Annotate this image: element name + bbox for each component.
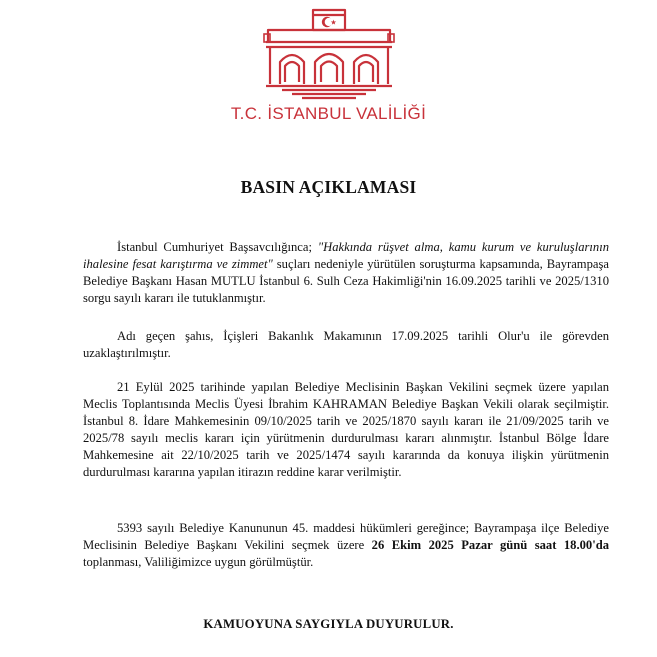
closing-statement: KAMUOYUNA SAYGIYLA DUYURULUR. <box>203 617 454 631</box>
paragraph-1 <box>83 239 609 307</box>
paragraph-4-rest: toplanması, Valiliğimizce uygun görülmüştür. <box>83 555 314 569</box>
paragraph-3: 21 Eylül 2025 tarihinde yapılan Belediye Meclisinin Başkan Vekilini seçmek üzere yapılan Meclis Toplantısında Meclis Üyesi İbrahim KAHRAMAN Belediye Başkan Vekili olarak seçilmiştir. İstanbul 8. İdare Mahkemesinin 09/10/2025 tarih ve 2025/1870 sayılı kararı ile 21/09/2025 tarih ve 2025/78 sayılı meclis kararı için yürütmenin durdurulması kararı alınmıştır. İstanbul Bölge İdare Mahkemesine ait 22/10/2025 tarih ve 2025/1474 sayılı kararında da konuya ilişkin yürütmenin durdurulması kararına yapılan itirazın reddine karar verilmiştir. <box>83 380 609 479</box>
page-title: BASIN AÇIKLAMASI <box>240 177 417 197</box>
paragraph-4 <box>83 520 609 571</box>
paragraph-4-intro: 5393 sayılı Belediye Kanununun 45. maddesi hükümleri gereğince; Bayrampaşa ilçe Belediye Meclisinin Belediye Başkanı Vekilini seçmek üzere <box>83 521 609 552</box>
paragraph-2: Adı geçen şahıs, İçişleri Bakanlık Makamının 17.09.2025 tarihli Olur'u ile görevden uzaklaştırılmıştır. <box>83 329 609 360</box>
paragraph-1-rest: suçları nedeniyle yürütülen soruşturma kapsamında, Bayrampaşa Belediye Başkanı Hasan MUTLU İstanbul 6. Sulh Ceza Hakimliği'nin 16.09.2025 tarihli ve 2025/1310 sorgu sayılı kararı ile tutuklanmıştır. <box>83 257 609 305</box>
paragraph-1-quote: "Hakkında rüşvet alma, kamu kurum ve kuruluşlarının ihalesine fesat karıştırma ve zimmet" <box>83 240 609 271</box>
governorate-building-logo <box>262 2 396 106</box>
organization-name: T.C. İSTANBUL VALİLİĞİ <box>230 104 427 123</box>
meeting-date: 26 Ekim 2025 Pazar günü saat 18.00'da <box>371 538 610 552</box>
paragraph-1-intro: İstanbul Cumhuriyet Başsavcılığınca; <box>117 240 318 254</box>
